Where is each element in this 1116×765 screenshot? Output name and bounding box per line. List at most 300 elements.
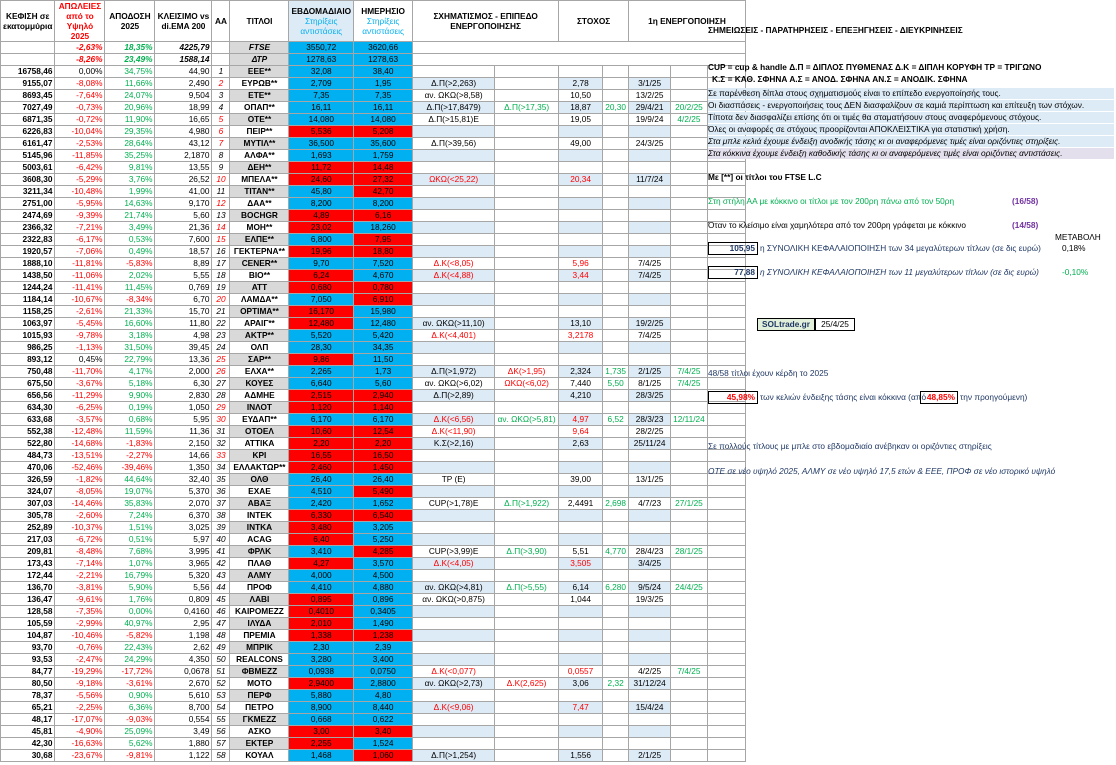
market-cap: 893,12 [1,354,55,366]
pattern-weekly: αν. ΩΚΩ(>0,875) [413,594,495,606]
table-row [1,606,746,618]
activation-daily: 24/4/25 [671,582,708,594]
ticker: ΑΡΑΙΓ** [230,318,289,330]
row-number: 39 [212,522,230,534]
activation-daily [671,138,708,150]
row-number: 16 [212,246,230,258]
activation-weekly [629,342,671,354]
daily-level: 2,20 [354,438,413,450]
row-number: 13 [212,210,230,222]
index-aa [212,54,230,66]
close-vs-ema: 5,610 [155,690,212,702]
pattern-daily: ΩΚΩ(<6,02) [495,378,559,390]
target-weekly: 1,556 [559,750,603,762]
ticker: ΠΕΤΡΟ [230,702,289,714]
activation-extra [707,582,745,594]
loss-from-high: -7,14% [55,558,105,570]
red-previous-text: την προηγούμενη) [960,392,1028,402]
target-weekly: 2,78 [559,78,603,90]
pattern-weekly: Κ.Σ(>2,16) [413,438,495,450]
target-weekly [559,294,603,306]
target-weekly: 5,96 [559,258,603,270]
row-number: 46 [212,606,230,618]
target-daily [603,666,629,678]
daily-level: 34,35 [354,342,413,354]
activation-extra [707,510,745,522]
ticker: ΚΡΙ [230,450,289,462]
activation-weekly: 28/3/25 [629,390,671,402]
loss-from-high: -2,60% [55,510,105,522]
row-number: 51 [212,666,230,678]
weekly-level: 19,96 [289,246,354,258]
ytd-return: 34,75% [105,66,155,78]
ytd-return: 40,97% [105,618,155,630]
row-number: 27 [212,378,230,390]
daily-title: ΗΜΕΡΗΣΙΟ [361,6,405,16]
close-vs-ema: 5,55 [155,270,212,282]
target-daily [603,522,629,534]
table-row [1,666,746,678]
table-row [1,150,746,162]
header-mcap: ΚΕΦΙΣΗ σε εκατομμύρια [1,1,55,42]
activation-weekly [629,246,671,258]
table-row [1,414,746,426]
target-daily [603,654,629,666]
market-cap: 80,50 [1,678,55,690]
activation-weekly [629,150,671,162]
cap11-text: η ΣΥΝΟΛΙΚΗ ΚΕΦΑΛΑΙΟΠΟΙΗΣΗ των 11 μεγαλύτερων τίτλων (σε δις ευρώ) [760,267,1039,277]
weekly-level: 7,35 [289,90,354,102]
row-number: 57 [212,738,230,750]
weekly-level: 6,640 [289,378,354,390]
table-row [1,690,746,702]
table-row [1,426,746,438]
loss-from-high: -19,29% [55,666,105,678]
table-row [1,378,746,390]
table-row [1,714,746,726]
table-row [1,522,746,534]
market-cap: 136,70 [1,582,55,594]
ticker: ΕΛΧΑ** [230,366,289,378]
weekly-level: 0,0938 [289,666,354,678]
market-cap: 1244,24 [1,282,55,294]
ticker: ΠΛΑΘ [230,558,289,570]
row-number: 41 [212,546,230,558]
close-vs-ema: 2,490 [155,78,212,90]
close-vs-ema: 9,170 [155,198,212,210]
table-row [1,78,746,90]
ticker: ΑΔΜΗΕ [230,390,289,402]
loss-from-high: -7,21% [55,222,105,234]
target-weekly: 4,210 [559,390,603,402]
index-loss: -8,26% [55,54,105,66]
weekly-title: ΕΒΔΟΜΑΔΙΑΙΟ [291,6,352,16]
market-cap: 93,70 [1,642,55,654]
daily-level: 5,420 [354,330,413,342]
ticker: OPTIMA** [230,306,289,318]
loss-from-high: -5,29% [55,174,105,186]
activation-daily [671,714,708,726]
target-daily [603,702,629,714]
market-cap: 45,81 [1,726,55,738]
table-row [1,126,746,138]
activation-daily [671,678,708,690]
close-vs-ema: 6,70 [155,294,212,306]
activation-weekly: 2/1/25 [629,366,671,378]
target-daily [603,174,629,186]
ytd-return: 7,68% [105,546,155,558]
daily-level: 1,238 [354,630,413,642]
pattern-daily [495,174,559,186]
activation-weekly: 28/3/23 [629,414,671,426]
ticker: ΔΕΗ** [230,162,289,174]
close-vs-ema: 18,99 [155,102,212,114]
note-ema-count: (16/58) [1012,196,1039,206]
index-weekly: 1278,63 [289,54,354,66]
table-row [1,318,746,330]
activation-daily [671,642,708,654]
note-new-highs: ΟΤΕ σε νέο υψηλό 2025, ΑΛΜΥ σε νέο υψηλό 17,5 ετών & ΕΕΕ, ΠΡΟΦ σε νέο ιστορικό υψηλό [708,466,1056,476]
activation-weekly: 28/2/25 [629,426,671,438]
target-daily [603,462,629,474]
pattern-weekly [413,570,495,582]
table-row [1,210,746,222]
daily-level: 4,80 [354,690,413,702]
close-vs-ema: 7,600 [155,234,212,246]
target-weekly [559,66,603,78]
market-cap: 484,73 [1,450,55,462]
daily-level: 3,40 [354,726,413,738]
pattern-weekly: CUP(>3,99)Ε [413,546,495,558]
target-weekly [559,402,603,414]
ytd-return: 24,29% [105,654,155,666]
table-row [1,558,746,570]
target-weekly [559,198,603,210]
activation-daily [671,390,708,402]
loss-from-high: -8,05% [55,486,105,498]
target-weekly [559,606,603,618]
table-row [1,174,746,186]
activation-daily [671,462,708,474]
ticker: ΠΕΡΦ [230,690,289,702]
loss-from-high: -11,85% [55,150,105,162]
weekly-level: 6,40 [289,534,354,546]
ytd-return: 0,90% [105,690,155,702]
weekly-level: 1,338 [289,630,354,642]
row-number: 37 [212,498,230,510]
pattern-daily [495,150,559,162]
close-vs-ema: 0,769 [155,282,212,294]
activation-daily [671,282,708,294]
pattern-daily [495,186,559,198]
note-ema: Στη στήλη ΑΑ με κόκκινο οι τίτλοι με τον 200ρη πάνω από τον 50ρη [708,196,955,206]
weekly-level: 4,000 [289,570,354,582]
market-cap: 634,30 [1,402,55,414]
ticker: ΜΥΤΙΛ** [230,138,289,150]
index-close: 1588,14 [155,54,212,66]
pattern-daily [495,354,559,366]
pattern-weekly: Δ.Κ(<0,077) [413,666,495,678]
target-daily [603,450,629,462]
ticker: ΜΟΗ** [230,222,289,234]
row-number: 19 [212,282,230,294]
pattern-daily [495,654,559,666]
ytd-return: 14,63% [105,198,155,210]
row-number: 33 [212,450,230,462]
market-cap: 1920,57 [1,246,55,258]
loss-from-high: -0,76% [55,642,105,654]
index-empty [1,42,55,54]
pattern-daily [495,246,559,258]
table-row [1,750,746,762]
activation-weekly [629,66,671,78]
daily-level: 1,060 [354,750,413,762]
pattern-daily [495,114,559,126]
pattern-weekly: Δ.Π(>1,254) [413,750,495,762]
report-date: 25/4/25 [815,318,855,331]
activation-extra [707,654,745,666]
loss-from-high: -5,56% [55,690,105,702]
activation-daily [671,402,708,414]
activation-weekly: 4/7/23 [629,498,671,510]
pattern-weekly [413,642,495,654]
table-row [1,726,746,738]
pattern-daily [495,318,559,330]
market-cap: 656,56 [1,390,55,402]
note-close-count: (14/58) [1012,220,1039,230]
table-row [1,474,746,486]
activation-weekly: 25/11/24 [629,438,671,450]
row-number: 1 [212,66,230,78]
loss-from-high: -7,64% [55,90,105,102]
target-weekly [559,726,603,738]
activation-extra [707,294,745,306]
ytd-return: 3,49% [105,222,155,234]
weekly-level: 2,515 [289,390,354,402]
ticker: ΚΟΥΕΣ [230,378,289,390]
ytd-return: 1,51% [105,522,155,534]
loss-from-high: -7,06% [55,246,105,258]
pattern-weekly [413,630,495,642]
activation-extra [707,642,745,654]
ytd-return: 0,51% [105,534,155,546]
loss-from-high: -52,46% [55,462,105,474]
market-cap: 2366,32 [1,222,55,234]
row-number: 29 [212,402,230,414]
table-row [1,186,746,198]
loss-from-high: -11,06% [55,270,105,282]
close-vs-ema: 5,320 [155,570,212,582]
market-cap: 6226,83 [1,126,55,138]
activation-daily [671,426,708,438]
loss-from-high: -3,81% [55,582,105,594]
close-vs-ema: 2,670 [155,678,212,690]
activation-weekly: 19/3/25 [629,594,671,606]
weekly-level: 45,80 [289,186,354,198]
pattern-weekly [413,162,495,174]
activation-weekly: 7/4/25 [629,330,671,342]
daily-level: 42,70 [354,186,413,198]
activation-weekly [629,738,671,750]
pattern-weekly [413,618,495,630]
weekly-level: 2,30 [289,642,354,654]
table-row [1,654,746,666]
daily-level: 6,16 [354,210,413,222]
market-cap: 105,59 [1,618,55,630]
target-daily: 5,50 [603,378,629,390]
activation-weekly [629,210,671,222]
ytd-return: 9,81% [105,162,155,174]
weekly-level: 16,170 [289,306,354,318]
note-weekly-supports: Σε πολλούς τίτλους με μπλε στο εβδομαδιαίο ανέβηκαν οι οριζόντιες στηρίξεις [708,441,992,451]
pattern-daily [495,426,559,438]
activation-weekly: 19/9/24 [629,114,671,126]
row-number: 40 [212,534,230,546]
weekly-level: 0,668 [289,714,354,726]
ytd-return: 0,68% [105,414,155,426]
loss-from-high: -6,17% [55,234,105,246]
ticker: ΜΠΕΛΑ** [230,174,289,186]
target-daily [603,90,629,102]
ticker: ΙΝΤΚΑ [230,522,289,534]
pattern-daily [495,738,559,750]
activation-weekly: 8/1/25 [629,378,671,390]
target-weekly: 7,440 [559,378,603,390]
daily-level: 7,95 [354,234,413,246]
pattern-daily [495,702,559,714]
weekly-level: 2,709 [289,78,354,90]
table-row [1,366,746,378]
pattern-weekly [413,606,495,618]
market-cap: 93,53 [1,654,55,666]
ticker: ΙΝΤΕΚ [230,510,289,522]
pattern-weekly [413,234,495,246]
row-number: 20 [212,294,230,306]
loss-from-high: -2,53% [55,138,105,150]
close-vs-ema: 44,90 [155,66,212,78]
pattern-weekly: Δ.Π(>17,8479) [413,102,495,114]
target-weekly: 49,00 [559,138,603,150]
row-number: 26 [212,366,230,378]
activation-weekly [629,654,671,666]
pattern-daily [495,558,559,570]
red-previous: 48,85% [920,391,958,404]
ytd-return: 28,64% [105,138,155,150]
market-cap: 1015,93 [1,330,55,342]
daily-level: 1,140 [354,402,413,414]
target-daily [603,186,629,198]
pattern-daily [495,138,559,150]
activation-extra [707,666,745,678]
activation-daily [671,738,708,750]
target-weekly: 6,14 [559,582,603,594]
pattern-weekly [413,354,495,366]
weekly-level: 4,410 [289,582,354,594]
row-number: 10 [212,174,230,186]
loss-from-high: 0,45% [55,354,105,366]
activation-weekly: 9/5/24 [629,582,671,594]
activation-extra [707,378,745,390]
activation-weekly [629,222,671,234]
pattern-weekly: Δ.Κ(<4,88) [413,270,495,282]
market-cap: 5145,96 [1,150,55,162]
ytd-return: 11,66% [105,78,155,90]
target-weekly [559,234,603,246]
ticker: ΒΙΟ** [230,270,289,282]
daily-level: 5,60 [354,378,413,390]
weekly-level: 28,30 [289,342,354,354]
daily-level: 26,40 [354,474,413,486]
row-number: 52 [212,678,230,690]
weekly-level: 5,536 [289,126,354,138]
target-daily [603,162,629,174]
activation-daily [671,330,708,342]
weekly-level: 6,170 [289,414,354,426]
row-number: 38 [212,510,230,522]
ticker: ΕΥΔΑΠ** [230,414,289,426]
loss-from-high: -6,25% [55,402,105,414]
brand-badge: SOLtrade.gr [757,318,815,331]
target-daily [603,270,629,282]
target-weekly [559,462,603,474]
target-weekly: 39,00 [559,474,603,486]
weekly-level: 8,900 [289,702,354,714]
ticker: ΑΚΤΡ** [230,330,289,342]
activation-weekly [629,186,671,198]
ytd-return: 5,18% [105,378,155,390]
row-number: 49 [212,642,230,654]
daily-level: 2,940 [354,390,413,402]
weekly-level: 2,255 [289,738,354,750]
table-row [1,570,746,582]
market-cap: 252,89 [1,522,55,534]
pattern-weekly: αν. ΩΚΩ(>4,81) [413,582,495,594]
pattern-daily [495,258,559,270]
table-row [1,306,746,318]
cap34-value: 105,95 [708,242,758,255]
weekly-level: 11,72 [289,162,354,174]
market-cap: 307,03 [1,498,55,510]
market-cap: 6871,35 [1,114,55,126]
loss-from-high: -6,42% [55,162,105,174]
target-daily: 20,30 [603,102,629,114]
pattern-daily [495,450,559,462]
daily-level: 8,440 [354,702,413,714]
daily-level: 0,0750 [354,666,413,678]
loss-from-high: -5,45% [55,318,105,330]
loss-from-high: -2,21% [55,570,105,582]
ytd-return: 3,76% [105,174,155,186]
activation-extra [707,486,745,498]
pattern-daily [495,534,559,546]
market-cap: 7027,49 [1,102,55,114]
close-vs-ema: 2,070 [155,498,212,510]
ytd-return: 44,64% [105,474,155,486]
table-row [1,594,746,606]
target-daily [603,210,629,222]
close-vs-ema: 18,57 [155,246,212,258]
activation-extra [707,318,745,330]
loss-from-high: -11,29% [55,390,105,402]
target-daily [603,318,629,330]
loss-from-high: -14,68% [55,438,105,450]
close-vs-ema: 11,36 [155,426,212,438]
loss-from-high: -10,46% [55,630,105,642]
ticker: ΚΑΙΡΟΜΕΖΖ [230,606,289,618]
weekly-level: 7,050 [289,294,354,306]
close-vs-ema: 1,350 [155,462,212,474]
market-cap: 6161,47 [1,138,55,150]
